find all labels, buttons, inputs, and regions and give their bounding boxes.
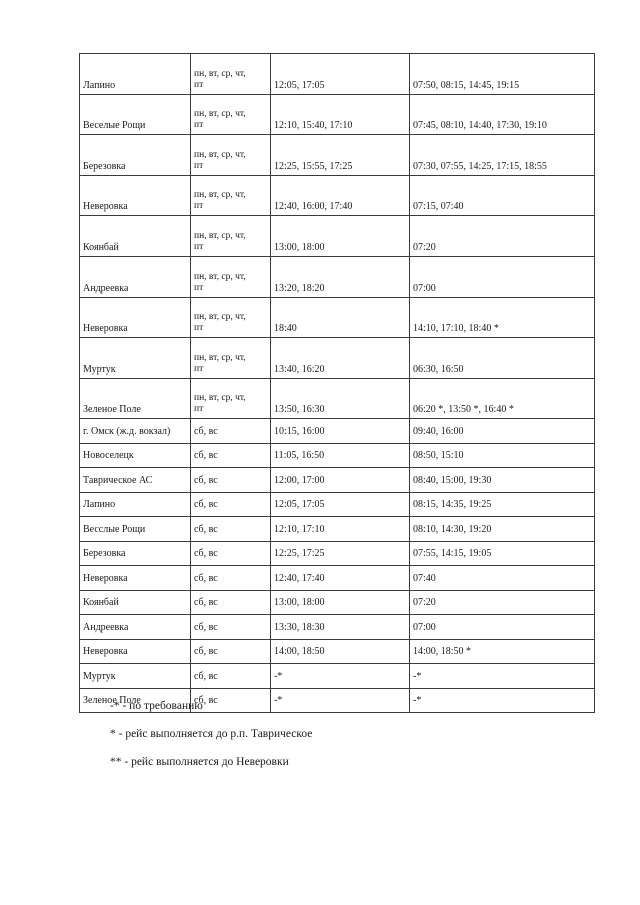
return-times-cell: 08:40, 15:00, 19:30: [410, 468, 595, 493]
days-line: пт: [194, 120, 204, 131]
table-row: [80, 338, 595, 379]
table-row: [80, 216, 595, 257]
return-times-cell: 07:20: [410, 590, 595, 615]
return-times-cell: 08:10, 14:30, 19:20: [410, 517, 595, 542]
return-times-cell: -*: [410, 664, 595, 689]
departure-times-cell: 13:50, 16:30: [271, 378, 410, 419]
stop-name-cell: Березовка: [80, 541, 191, 566]
days-cell: [191, 615, 271, 640]
days-cell: [191, 256, 271, 297]
stop-name-cell: Андреевка: [80, 615, 191, 640]
return-times-cell: 07:55, 14:15, 19:05: [410, 541, 595, 566]
departure-times-cell: 13:30, 18:30: [271, 615, 410, 640]
departure-times-cell: 13:20, 18:20: [271, 256, 410, 297]
days-line: пн, вт, ср, чт,: [194, 312, 246, 323]
table-row: [80, 443, 595, 468]
days-line: пн, вт, ср, чт,: [194, 190, 246, 201]
days-line: сб, вс: [194, 621, 218, 633]
days-line: пт: [194, 241, 204, 252]
table-row: [80, 54, 595, 95]
table-row: [80, 378, 595, 419]
departure-times-cell: -*: [271, 664, 410, 689]
days-cell: [191, 590, 271, 615]
return-times-cell: 08:50, 15:10: [410, 443, 595, 468]
days-line: пн, вт, ср, чт,: [194, 109, 246, 120]
departure-times-cell: 18:40: [271, 297, 410, 338]
table-row: [80, 615, 595, 640]
return-times-cell: 07:30, 07:55, 14:25, 17:15, 18:55: [410, 135, 595, 176]
days-cell: [191, 468, 271, 493]
departure-times-cell: 11:05, 16:50: [271, 443, 410, 468]
days-line: пт: [194, 79, 204, 90]
return-times-cell: 08:15, 14:35, 19:25: [410, 492, 595, 517]
return-times-cell: 14:00, 18:50 *: [410, 639, 595, 664]
table-row: [80, 517, 595, 542]
stop-name-cell: Неверовка: [80, 297, 191, 338]
stop-name-cell: Коянбай: [80, 216, 191, 257]
return-times-cell: 06:30, 16:50: [410, 338, 595, 379]
stop-name-cell: Муртук: [80, 338, 191, 379]
return-times-cell: -*: [410, 688, 595, 713]
departure-times-cell: -*: [271, 688, 410, 713]
days-line: пн, вт, ср, чт,: [194, 149, 246, 160]
departure-times-cell: 12:05, 17:05: [271, 54, 410, 95]
table-row: [80, 256, 595, 297]
return-times-cell: 07:50, 08:15, 14:45, 19:15: [410, 54, 595, 95]
stop-name-cell: Андреевка: [80, 256, 191, 297]
days-line: пт: [194, 404, 204, 415]
stop-name-cell: Коянбай: [80, 590, 191, 615]
table-row: [80, 175, 595, 216]
days-line: сб, вс: [194, 425, 218, 437]
table-row: [80, 492, 595, 517]
days-cell: [191, 378, 271, 419]
stop-name-cell: Лапино: [80, 492, 191, 517]
days-line: сб, вс: [194, 670, 218, 682]
return-times-cell: 07:45, 08:10, 14:40, 17:30, 19:10: [410, 94, 595, 135]
departure-times-cell: 12:40, 16:00, 17:40: [271, 175, 410, 216]
days-line: пт: [194, 201, 204, 212]
table-row: [80, 468, 595, 493]
days-cell: [191, 216, 271, 257]
days-line: пн, вт, ср, чт,: [194, 230, 246, 241]
stop-name-cell: Неверовка: [80, 175, 191, 216]
days-line: пн, вт, ср, чт,: [194, 352, 246, 363]
days-cell: [191, 517, 271, 542]
days-line: сб, вс: [194, 597, 218, 609]
return-times-cell: 07:20: [410, 216, 595, 257]
days-cell: [191, 54, 271, 95]
table-row: [80, 639, 595, 664]
stop-name-cell: Таврическое АС: [80, 468, 191, 493]
stop-name-cell: Муртук: [80, 664, 191, 689]
days-line: пт: [194, 282, 204, 293]
return-times-cell: 07:15, 07:40: [410, 175, 595, 216]
stop-name-cell: Лапино: [80, 54, 191, 95]
stop-name-cell: Зеленое Поле: [80, 688, 191, 713]
departure-times-cell: 13:00, 18:00: [271, 590, 410, 615]
departure-times-cell: 12:00, 17:00: [271, 468, 410, 493]
footnote-double-star: ** - рейс выполняется до Неверовки: [110, 756, 289, 768]
days-line: пн, вт, ср, чт,: [194, 393, 246, 404]
departure-times-cell: 12:25, 15:55, 17:25: [271, 135, 410, 176]
departure-times-cell: 13:00, 18:00: [271, 216, 410, 257]
return-times-cell: 14:10, 17:10, 18:40 *: [410, 297, 595, 338]
table-row: [80, 297, 595, 338]
departure-times-cell: 12:05, 17:05: [271, 492, 410, 517]
footnote-on-request: -* - по требованию: [110, 700, 203, 712]
days-line: пн, вт, ср, чт,: [194, 271, 246, 282]
departure-times-cell: 12:25, 17:25: [271, 541, 410, 566]
departure-times-cell: 12:10, 15:40, 17:10: [271, 94, 410, 135]
schedule-body: [80, 54, 595, 713]
days-cell: [191, 135, 271, 176]
stop-name-cell: Неверовка: [80, 639, 191, 664]
days-cell: [191, 639, 271, 664]
table-row: [80, 419, 595, 444]
return-times-cell: 07:40: [410, 566, 595, 591]
days-cell: [191, 566, 271, 591]
table-row: [80, 590, 595, 615]
days-cell: [191, 175, 271, 216]
days-cell: [191, 492, 271, 517]
days-line: сб, вс: [194, 474, 218, 486]
days-line: сб, вс: [194, 523, 218, 535]
days-cell: [191, 338, 271, 379]
return-times-cell: 06:20 *, 13:50 *, 16:40 *: [410, 378, 595, 419]
return-times-cell: 07:00: [410, 615, 595, 640]
schedule-table: [79, 53, 595, 713]
departure-times-cell: 14:00, 18:50: [271, 639, 410, 664]
footnote-single-star: * - рейс выполняется до р.п. Таврическое: [110, 728, 313, 740]
departure-times-cell: 12:40, 17:40: [271, 566, 410, 591]
stop-name-cell: Березовка: [80, 135, 191, 176]
stop-name-cell: Веселые Рощи: [80, 94, 191, 135]
days-line: пт: [194, 323, 204, 334]
days-cell: [191, 419, 271, 444]
table-row: [80, 541, 595, 566]
table-row: [80, 566, 595, 591]
days-cell: [191, 297, 271, 338]
stop-name-cell: Весслые Рощи: [80, 517, 191, 542]
days-cell: [191, 664, 271, 689]
departure-times-cell: 12:10, 17:10: [271, 517, 410, 542]
days-cell: [191, 94, 271, 135]
days-line: сб, вс: [194, 572, 218, 584]
days-line: сб, вс: [194, 499, 218, 511]
table-row: [80, 94, 595, 135]
days-cell: [191, 541, 271, 566]
stop-name-cell: Новоселецк: [80, 443, 191, 468]
days-line: сб, вс: [194, 695, 218, 707]
days-line: пн, вт, ср, чт,: [194, 68, 246, 79]
table-row: [80, 135, 595, 176]
stop-name-cell: г. Омск (ж.д. вокзал): [80, 419, 191, 444]
departure-times-cell: 13:40, 16:20: [271, 338, 410, 379]
table-row: [80, 664, 595, 689]
days-line: сб, вс: [194, 548, 218, 560]
return-times-cell: 09:40, 16:00: [410, 419, 595, 444]
days-cell: [191, 443, 271, 468]
stop-name-cell: Зеленое Поле: [80, 378, 191, 419]
days-line: пт: [194, 160, 204, 171]
stop-name-cell: Неверовка: [80, 566, 191, 591]
return-times-cell: 07:00: [410, 256, 595, 297]
days-line: сб, вс: [194, 450, 218, 462]
footnotes: [110, 700, 312, 784]
days-line: пт: [194, 363, 204, 374]
days-line: сб, вс: [194, 646, 218, 658]
departure-times-cell: 10:15, 16:00: [271, 419, 410, 444]
